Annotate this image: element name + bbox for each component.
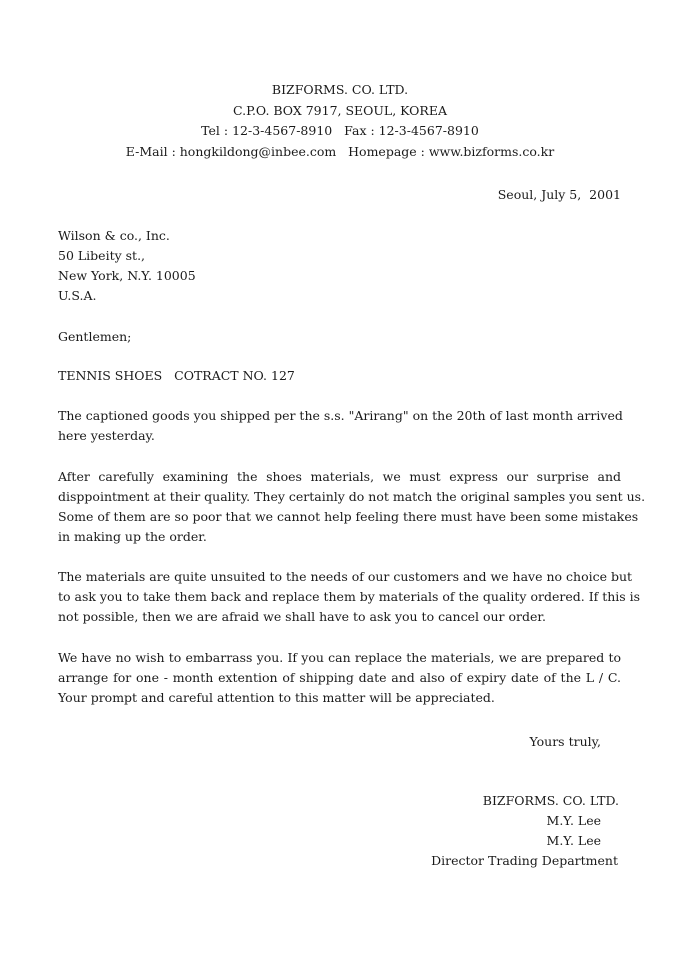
paragraph-line: Your prompt and careful attention to this matter will be appreciated. bbox=[58, 690, 495, 705]
recipient-line-1: Wilson & co., Inc. bbox=[58, 228, 170, 243]
paragraph-line: We have no wish to embarrass you. If you can replace the materials, we are prepared to bbox=[58, 650, 621, 665]
signature-title: Director Trading Department bbox=[431, 853, 618, 868]
recipient-line-4: U.S.A. bbox=[58, 288, 97, 303]
letterhead-contact: Tel : 12-3-4567-8910 Fax : 12-3-4567-8910 bbox=[201, 123, 479, 138]
paragraph-1 bbox=[58, 406, 621, 446]
signature-name-1: M.Y. Lee bbox=[546, 813, 601, 828]
salutation: Gentlemen; bbox=[58, 329, 132, 344]
paragraph-line: The captioned goods you shipped per the s.s. "Arirang" on the 20th of last month arrived bbox=[58, 408, 623, 423]
letterhead-company: BIZFORMS. CO. LTD. bbox=[271, 82, 409, 97]
signature-company: BIZFORMS. CO. LTD. bbox=[482, 793, 619, 808]
paragraph-2 bbox=[58, 467, 646, 547]
signature-name-2: M.Y. Lee bbox=[546, 833, 601, 848]
paragraph-line: arrange for one - month extention of shipping date and also of expiry date of the L / C. bbox=[58, 670, 621, 685]
paragraph-line: Some of them are so poor that we cannot help feeling there must have been some mistakes bbox=[58, 509, 639, 524]
paragraph-line: The materials are quite unsuited to the needs of our customers and we have no choice but bbox=[58, 569, 633, 584]
letter-date: Seoul, July 5, 2001 bbox=[497, 187, 621, 202]
recipient-line-2: 50 Libeity st., bbox=[58, 248, 146, 263]
subject-line: TENNIS SHOES COTRACT NO. 127 bbox=[58, 368, 295, 383]
paragraph-line: disppointment at their quality. They certainly do not match the original samples you sent us. bbox=[58, 489, 646, 504]
paragraph-line: here yesterday. bbox=[58, 428, 155, 443]
letterhead-web: E-Mail : hongkildong@inbee.com Homepage : www.bizforms.co.kr bbox=[125, 144, 555, 159]
paragraph-4 bbox=[58, 648, 621, 708]
paragraph-3 bbox=[58, 567, 641, 627]
paragraph-line: to ask you to take them back and replace them by materials of the quality ordered. If this is bbox=[58, 589, 641, 604]
paragraph-line: in making up the order. bbox=[58, 529, 207, 544]
closing: Yours truly, bbox=[529, 734, 601, 749]
paragraph-line: not possible, then we are afraid we shall have to ask you to cancel our order. bbox=[58, 609, 546, 624]
paragraph-line: After carefully examining the shoes materials, we must express our surprise and bbox=[58, 469, 621, 484]
recipient-line-3: New York, N.Y. 10005 bbox=[58, 268, 196, 283]
letterhead-address: C.P.O. BOX 7917, SEOUL, KOREA bbox=[232, 103, 447, 118]
